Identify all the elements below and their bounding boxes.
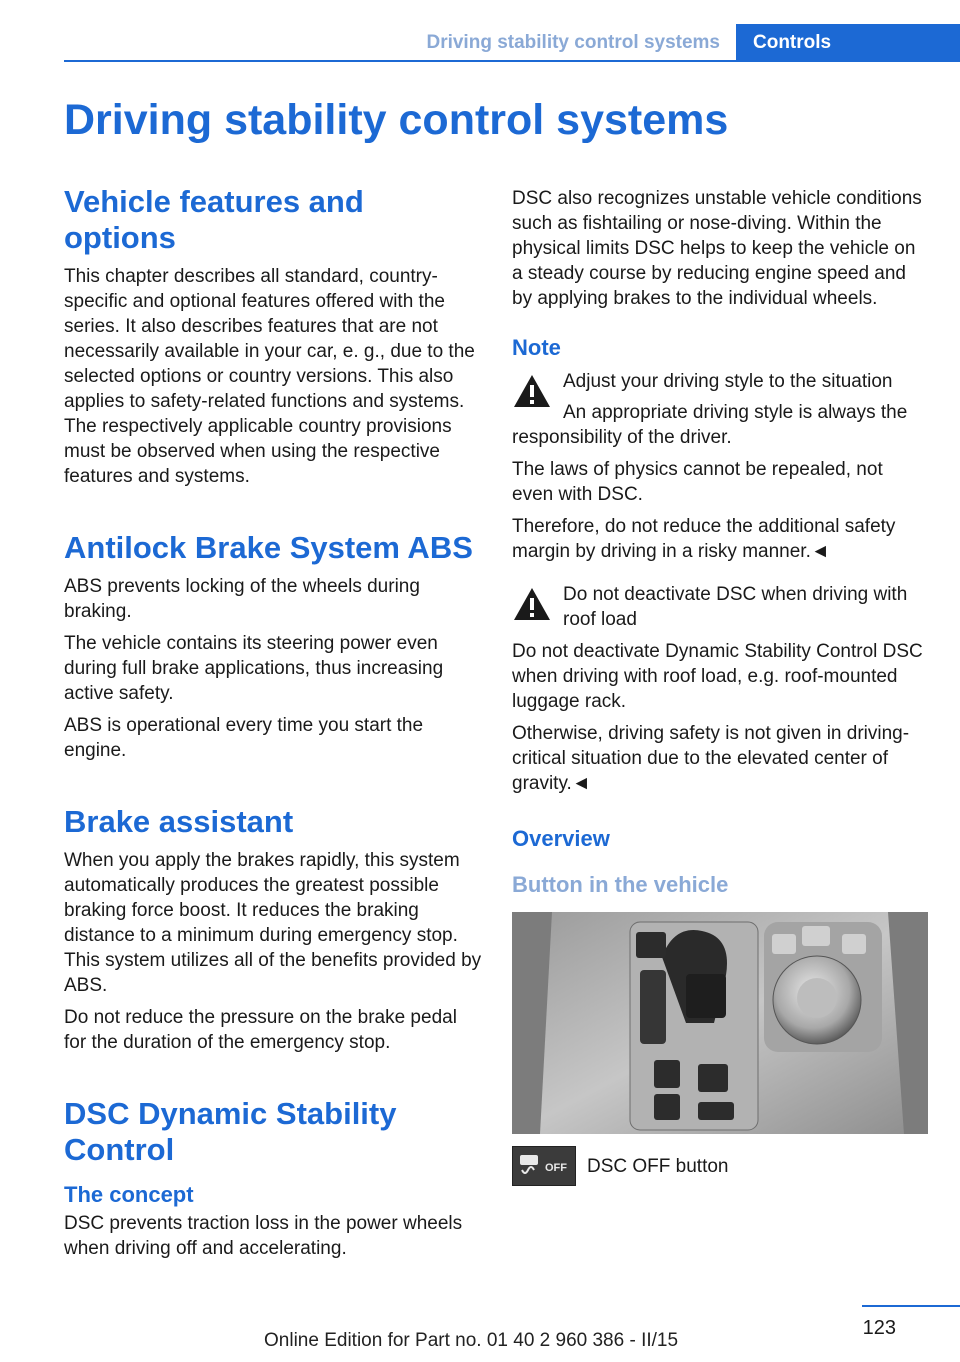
header-chapter-tab: Controls [736,24,960,62]
page-title: Driving stability control systems [64,96,729,144]
warning-1-paragraph-1: An appropriate driving style is always the responsibility of the driver. [512,402,908,448]
dsc-paragraph-1: DSC also recognizes unstable vehicle conditions such as fishtailing or nose-diving. Within the physical limits DSC helps to keep the vehicle on a steady course by reducing engine speed and by applying brakes to the individual wheels. [512,188,922,309]
features-heading: Vehicle features and options [64,184,364,255]
abs-paragraph-3: ABS is operational every time you start the engine. [64,715,424,761]
abs-paragraph-1: ABS prevents locking of the wheels during braking. [64,576,420,622]
dsc-off-caption-text: DSC OFF button [587,1156,729,1177]
overview-heading: Overview [512,826,610,851]
abs-heading: Antilock Brake System ABS [64,530,473,565]
header-rule [64,60,960,62]
warning-block-driving-style [512,369,928,394]
warning-1-paragraph-3: Therefore, do not reduce the additional safety margin by driving in a risky manner.◄ [512,516,896,562]
warning-title-driving-style: Adjust your driving style to the situation [563,371,893,392]
warning-triangle-icon [512,586,552,622]
warning-2-paragraph-2: Otherwise, driving safety is not given in driving-critical situation due to the elevated center of gravity.◄ [512,723,910,794]
warning-1-paragraph-2: The laws of physics cannot be repealed, not even with DSC. [512,459,883,505]
footer-rule [862,1305,960,1307]
dsc-heading: DSC Dynamic Stability Control [64,1096,397,1167]
concept-heading: The concept [64,1182,194,1207]
warning-title-roof-load: Do not deactivate DSC when driving with roof load [563,584,908,630]
center-console-photo [512,912,928,1134]
warning-block-roof-load [512,582,928,632]
brake-assistant-heading: Brake assistant [64,804,294,839]
note-heading: Note [512,335,561,360]
warning-2-paragraph-1: Do not deactivate Dynamic Stability Control DSC when driving with roof load, e.g. roof-mounted luggage rack. [512,641,923,712]
header-section-title: Driving stability control systems [426,32,720,53]
abs-paragraph-2: The vehicle contains its steering power even during full brake applications, thus increasing active safety. [64,633,444,704]
button-in-vehicle-heading: Button in the vehicle [512,872,729,897]
features-text: This chapter describes all standard, country-specific and optional features offered with the series. It also describes features that are not necessarily available in your car, e. g., due to the selected options or country versions. This also applies to safety-related functions and systems. The respectively applicable country provisions must be observed when using the respective features and systems. [64,266,475,487]
dsc-off-icon [512,1146,576,1186]
concept-text: DSC prevents traction loss in the power wheels when driving off and accelerating. [64,1213,463,1259]
footer-edition: Online Edition for Part no. 01 40 2 960 386 - II/15 [264,1330,679,1351]
brake-paragraph-1: When you apply the brakes rapidly, this system automatically produces the greatest possible braking force boost. It reduces the braking distance to a minimum during emergency stop. This system utilizes all of the benefits provided by ABS. [64,850,482,996]
dsc-off-caption [512,1154,928,1194]
brake-paragraph-2: Do not reduce the pressure on the brake pedal for the duration of the emergency stop. [64,1007,457,1053]
warning-triangle-icon [512,373,552,409]
left-column [64,184,482,1268]
right-column [512,186,928,1194]
page-number: 123 [862,1317,896,1339]
dsc-icon-label: OFF [545,1162,567,1174]
